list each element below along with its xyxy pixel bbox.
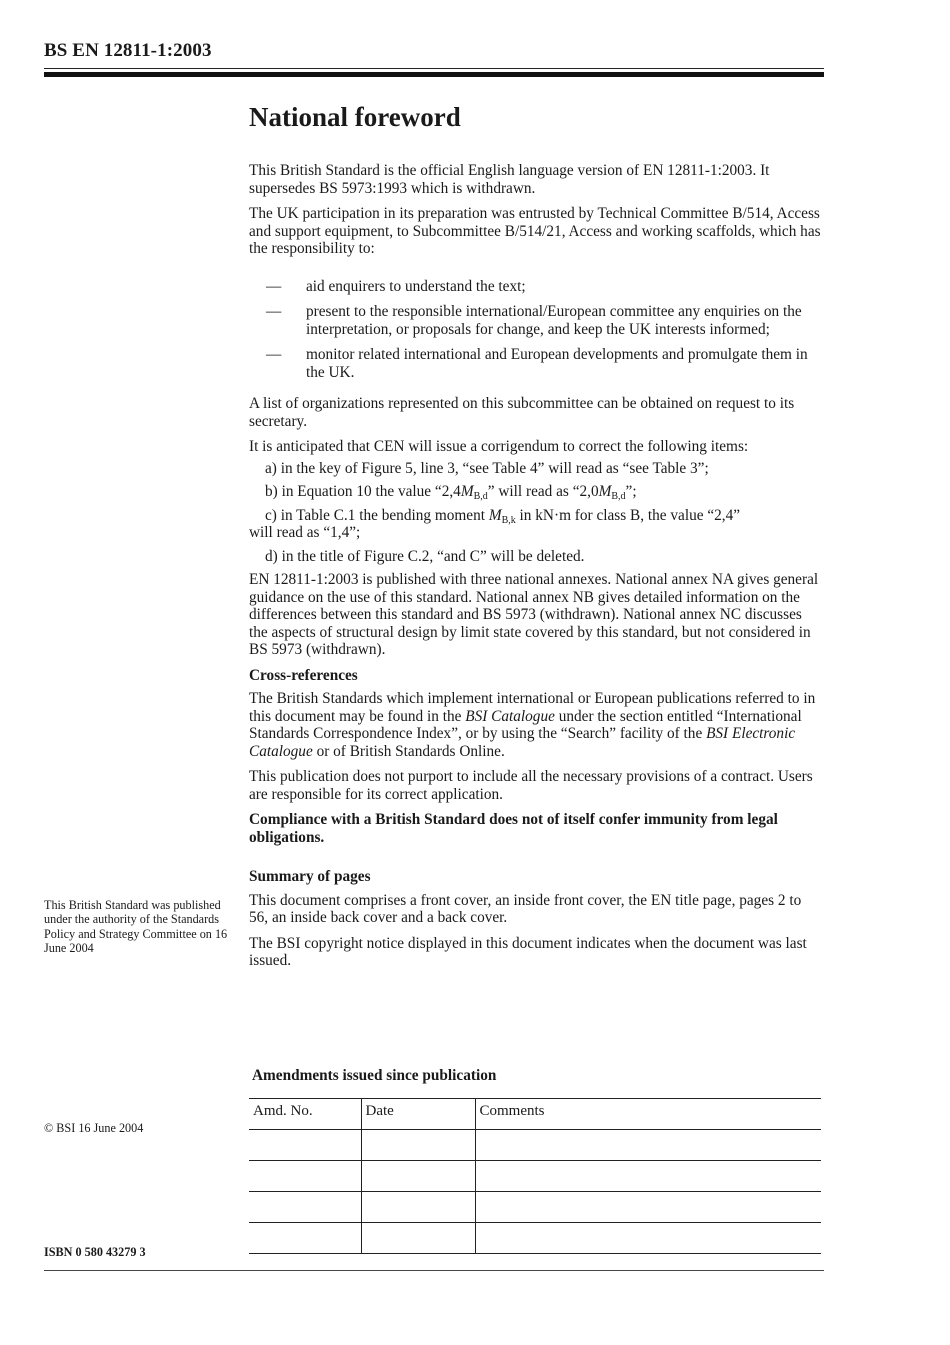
crossref-text: or of British Standards Online.	[312, 742, 505, 760]
list-item	[249, 278, 824, 296]
corrigendum-item-c	[249, 507, 824, 542]
table-cell	[249, 1192, 361, 1223]
table-cell	[249, 1223, 361, 1254]
symbol-m: M	[598, 483, 612, 500]
dash-bullet: —	[266, 346, 282, 363]
table-cell	[249, 1130, 361, 1161]
table-row	[249, 1161, 821, 1192]
annexes-paragraph: EN 12811-1:2003 is published with three national annexes. National annex NA gives general guidance on the use of this standard. National annex NB gives detailed information on the differences between this standard and BS 5973 (withdrawn). National annex NC discusses the aspects of structural design by limit state covered by this standard, but not considered in BS 5973 (withdrawn).	[249, 571, 819, 658]
column-header-comments: Comments	[475, 1099, 821, 1130]
table-cell	[361, 1161, 475, 1192]
item-b-text: b) in Equation 10 the value “2,4	[265, 483, 461, 500]
column-header-date: Date	[361, 1099, 475, 1130]
dash-bullet: —	[266, 277, 282, 295]
responsibility-list	[249, 278, 824, 382]
crossref-text: under the section entitled “International Standards Correspondence Index”, or by using the “Search” facility of the	[249, 707, 802, 742]
subscript: B,k	[501, 514, 516, 526]
amendments-table	[249, 1098, 821, 1254]
contract-paragraph: This publication does not purport to include all the necessary provisions of a contract. Users are responsible for its correct application.	[249, 768, 813, 803]
corrigendum-item-a: a) in the key of Figure 5, line 3, “see Table 4” will read as “see Table 3”;	[265, 459, 709, 477]
corrigendum-item-b	[249, 483, 824, 501]
list-item	[249, 346, 824, 381]
committee-paragraph: The UK participation in its preparation was entrusted by Technical Committee B/514, Access and support equipment, to Subcommittee B/514/21, Access and working scaffolds, which has the responsibility to:	[249, 205, 821, 257]
crossref-text: The British Standards which implement international or European publications referred to in this document may be found in the	[249, 690, 816, 725]
table-row	[249, 1223, 821, 1254]
item-c-text: in kN·m for class B, the value “2,4”	[515, 506, 741, 524]
organizations-paragraph: A list of organizations represented on this subcommittee can be obtained on request to its secretary.	[249, 395, 795, 430]
table-cell	[361, 1223, 475, 1254]
subscript: B,d	[611, 491, 626, 502]
item-c-text: will read as “1,4”;	[249, 524, 361, 541]
table-row	[249, 1130, 821, 1161]
list-item	[249, 303, 824, 338]
table-cell	[361, 1192, 475, 1223]
amendments-title: Amendments issued since publication	[252, 1067, 497, 1084]
column-header-amd-no: Amd. No.	[249, 1099, 361, 1130]
crossref-heading: Cross-references	[249, 666, 358, 684]
table-cell	[475, 1223, 821, 1254]
corrigendum-item-d: d) in the title of Figure C.2, “and C” will be deleted.	[265, 547, 585, 565]
document-id: BS EN 12811-1:2003	[44, 40, 212, 61]
item-b-text: ”;	[625, 483, 637, 500]
crossref-paragraph	[249, 690, 824, 760]
compliance-statement: Compliance with a British Standard does not of itself confer immunity from legal obligations.	[249, 811, 778, 846]
bsi-electronic-catalogue-ref: BSI Electronic Catalogue	[249, 725, 796, 760]
item-c-text: c) in Table C.1 the bending moment	[265, 506, 489, 524]
summary-heading: Summary of pages	[249, 868, 371, 885]
header-rule-thin	[44, 68, 824, 69]
table-row	[249, 1192, 821, 1223]
item-b-text: ” will read as “2,0	[487, 483, 599, 500]
footer-rule	[44, 1270, 824, 1271]
main-content	[249, 100, 824, 978]
table-cell	[361, 1130, 475, 1161]
table-cell	[475, 1192, 821, 1223]
copyright-notice-paragraph: The BSI copyright notice displayed in this document indicates when the document was last issued.	[249, 934, 807, 969]
authority-note: This British Standard was published under the authority of the Standards Policy and Strategy Committee on 16 June 2004	[44, 898, 228, 956]
symbol-m: M	[460, 483, 474, 500]
page-title: National foreword	[249, 102, 461, 132]
list-item-text: present to the responsible international/European committee any enquiries on the interpretation, or proposals for change, and keep the UK interests informed;	[306, 303, 802, 338]
copyright-line: © BSI 16 June 2004	[44, 1121, 144, 1135]
table-cell	[249, 1161, 361, 1192]
isbn: ISBN 0 580 43279 3	[44, 1245, 146, 1259]
dash-bullet: —	[266, 303, 282, 320]
header-rule-thick	[44, 72, 824, 77]
corrigendum-paragraph: It is anticipated that CEN will issue a corrigendum to correct the following items:	[249, 438, 749, 455]
table-header-row	[249, 1099, 821, 1130]
subscript: B,d	[473, 491, 488, 502]
list-item-text: aid enquirers to understand the text;	[306, 277, 526, 295]
intro-paragraph: This British Standard is the official English language version of EN 12811-1:2003. It supersedes BS 5973:1993 which is withdrawn.	[249, 162, 770, 197]
symbol-m: M	[488, 506, 502, 524]
summary-paragraph: This document comprises a front cover, an inside front cover, the EN title page, pages 2 to 56, an inside back cover and a back cover.	[249, 891, 802, 926]
corrigendum-list	[249, 460, 824, 566]
table-cell	[475, 1161, 821, 1192]
list-item-text: monitor related international and European developments and promulgate them in the UK.	[306, 346, 808, 381]
table-cell	[475, 1130, 821, 1161]
bsi-catalogue-ref: BSI Catalogue	[465, 707, 555, 725]
